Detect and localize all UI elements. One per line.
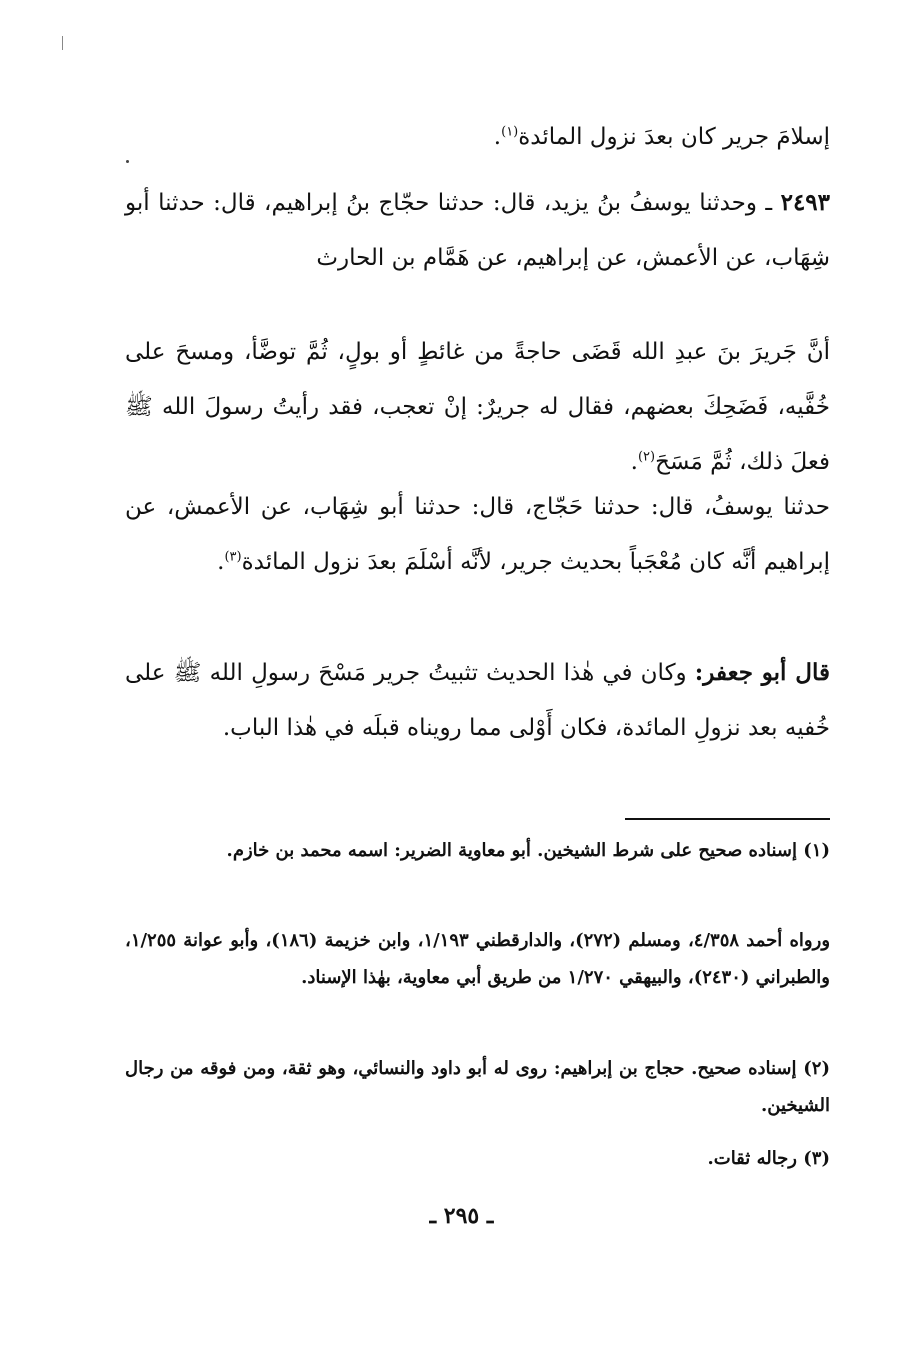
hadith-isnad-text: ـ وحدثنا يوسفُ بنُ يزيد، قال: حدثنا حجّاج بنُ إبراهيم، قال: حدثنا أبو شِهَاب، عن الأعمش، عن إبراهيم، عن هَمَّام بن الحارث — [125, 190, 830, 271]
footnote-3-block — [125, 1140, 830, 1177]
footnotes — [125, 832, 830, 869]
footnote-3: (٣) رجاله ثقات. — [707, 1148, 830, 1169]
footnote-1: (١) إسناده صحيح على شرط الشيخين. أبو معاوية الضرير: اسمه محمد بن خازم. — [226, 840, 830, 861]
continuation-line — [125, 110, 830, 165]
hadith-matn-text: أنَّ جَريرَ بنَ عبدِ الله قَضَى حاجةً من غائطٍ أو بولٍ، ثُمَّ توضَّأ، ومسحَ على خُفَّيه، فَضَحِكَ بعضهم، فقال له جريرٌ: إنْ تعجب، فقد رأيتُ رسولَ الله ﷺ فعلَ ذلك، ثُمَّ مَسَحَ — [125, 339, 830, 475]
comment-text: وكان في هٰذا الحديث تثبيتُ جرير مَسْحَ رسولِ الله ﷺ على خُفيه بعد نزولِ المائدة، فكان أَوْلى مما رويناه قبلَه في هٰذا الباب. — [125, 660, 830, 741]
footnote-2: (٢) إسناده صحيح. حجاج بن إبراهيم: روى له أبو داود والنسائي، وهو ثقة، ومن فوقه من رجال الشيخين. — [125, 1058, 830, 1116]
page-edge-mark — [62, 36, 63, 50]
continuation-tail: . — [493, 124, 502, 150]
footnote-1-continued — [125, 922, 830, 996]
footnote-2-block — [125, 1050, 830, 1124]
hadith-isnad — [125, 175, 830, 286]
second-chain-tail: . — [217, 549, 225, 575]
hadith-matn-tail: . — [630, 449, 638, 475]
footnote-ref-2[interactable]: (٢) — [637, 449, 656, 465]
comment-lead: قال أبو جعفر: — [694, 659, 831, 686]
continuation-text: إسلامَ جرير كان بعدَ نزول المائدة — [518, 124, 830, 150]
footnote-ref-3[interactable]: (٣) — [224, 549, 242, 565]
footnote-separator — [625, 818, 830, 820]
second-chain — [125, 480, 830, 590]
hadith-matn — [125, 325, 830, 490]
footnote-1-more: ورواه أحمد ٤/٣٥٨، ومسلم (٢٧٢)، والدارقطني ١/١٩٣، وابن خزيمة (١٨٦)، وأبو عوانة ١/٢٥٥، والطبراني (٢٤٣٠)، والبيهقي ١/٢٧٠ من طريق أبي معاوية، بهٰذا الإسناد. — [125, 930, 831, 988]
second-chain-text: حدثنا يوسفُ، قال: حدثنا حَجّاج، قال: حدثنا أبو شِهَاب، عن الأعمش، عن إبراهيم أنَّه كان مُعْجَباً بحديث جرير، لأنَّه أسْلَمَ بعدَ نزول المائدة — [125, 494, 830, 575]
author-comment — [125, 645, 830, 756]
footnote-ref-1[interactable]: (١) — [501, 124, 519, 140]
hadith-number: ٢٤٩٣ — [780, 189, 831, 216]
page-number: ـ ٢٩٥ ـ — [429, 1203, 494, 1229]
